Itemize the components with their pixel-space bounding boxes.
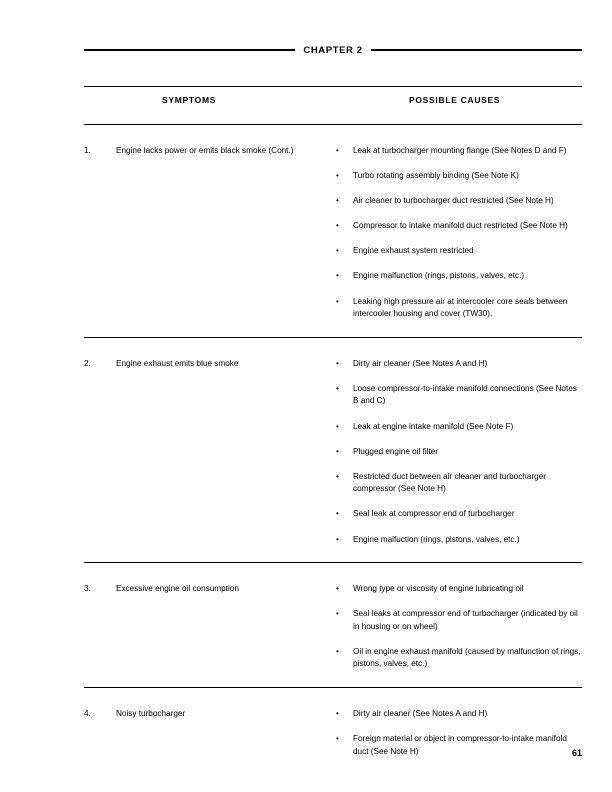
cause-item (336, 270, 582, 283)
table-row (84, 124, 582, 337)
symptom-cell (84, 358, 330, 371)
causes-cell (330, 145, 582, 321)
cause-text: Air cleaner to turbocharger duct restricted (See Note H) (353, 196, 554, 206)
cause-item (336, 446, 582, 459)
bullet-icon: • (336, 146, 339, 155)
cause-text: Turbo rotating assembly binding (See Note K) (353, 171, 519, 181)
bullet-icon: • (336, 296, 339, 306)
bullet-icon: • (336, 446, 339, 456)
cause-text: Leak at engine intake manifold (See Note F) (353, 421, 514, 431)
cause-text: Engine malfuction (rings, pistons, valves, etc.) (353, 534, 520, 544)
chapter-header (84, 40, 582, 60)
causes-cell (330, 708, 582, 758)
cause-item (336, 646, 582, 671)
column-headings (84, 95, 582, 111)
cause-text: Loose compressor-to-intake manifold connections (See Notes B and C) (353, 383, 577, 406)
cause-item (336, 296, 582, 321)
symptom-cell (84, 708, 330, 721)
cause-item (336, 170, 582, 183)
cause-item (336, 733, 582, 758)
cause-text: Oil in engine exhaust manifold (caused by malfunction of rings, pistons, valves, etc.) (353, 646, 581, 669)
cause-text: Compressor to intake manifold duct restricted (See Note H) (353, 221, 568, 231)
cause-text: Engine exhaust system restricted (353, 246, 474, 256)
column-header-top-rule (84, 86, 582, 87)
cause-text: Leaking high pressure air at intercooler core seals between intercooler housing and cover (TW30). (353, 296, 568, 319)
cause-item (336, 383, 582, 408)
causes-cell (330, 358, 582, 546)
cause-item (336, 508, 582, 521)
symptom-number: 4. (84, 709, 91, 719)
symptom-cell (84, 145, 330, 158)
cause-text: Seal leak at compressor end of turbocharger (353, 509, 515, 519)
bullet-icon: • (336, 221, 339, 231)
cause-item (336, 421, 582, 434)
table-row (84, 337, 582, 562)
cause-item (336, 145, 582, 158)
bullet-icon: • (336, 246, 339, 256)
bullet-icon: • (336, 646, 339, 656)
bullet-icon: • (336, 421, 339, 431)
symptom-number: 3. (84, 584, 91, 594)
header-rule-right (371, 49, 582, 51)
symptom-text: Engine exhaust emits blue smoke (116, 358, 239, 368)
causes-cell (330, 583, 582, 671)
header-rule-left (84, 49, 295, 51)
symptom-number: 2. (84, 358, 91, 368)
cause-text: Dirty air cleaner (See Notes A and H) (353, 709, 488, 719)
troubleshooting-table (84, 124, 582, 774)
cause-item (336, 583, 582, 596)
bullet-icon: • (336, 584, 339, 594)
bullet-icon: • (336, 609, 339, 619)
bullet-icon: • (336, 709, 339, 719)
cause-text: Engine malfunction (rings, pistons, valves, etc.) (353, 271, 525, 281)
symptom-cell (84, 583, 330, 596)
bullet-icon: • (336, 271, 339, 281)
bullet-icon: • (336, 534, 339, 544)
cause-item (336, 608, 582, 633)
cause-text: Leak at turbocharger mounting flange (See Notes D and F) (353, 146, 567, 155)
bullet-icon: • (336, 734, 339, 744)
bullet-icon: • (336, 471, 339, 481)
cause-item (336, 534, 582, 547)
cause-text: Foreign material or object in compressor-to-intake manifold duct (See Note H) (353, 734, 567, 756)
page-number: 61 (571, 748, 582, 758)
bullet-icon: • (336, 171, 339, 181)
chapter-title: CHAPTER 2 (303, 44, 363, 56)
cause-text: Plugged engine oil filter (353, 446, 439, 456)
cause-item (336, 471, 582, 496)
column-header-possible-causes: POSSIBLE CAUSES (409, 95, 501, 105)
symptom-text: Engine lacks power or emits black smoke (Cont.) (116, 146, 294, 155)
table-row (84, 562, 582, 687)
cause-item (336, 245, 582, 258)
cause-item (336, 358, 582, 371)
cause-item (336, 708, 582, 721)
cause-item (336, 195, 582, 208)
column-header-symptoms: SYMPTOMS (162, 95, 217, 105)
symptom-text: Noisy turbocharger (116, 709, 186, 719)
cause-item (336, 220, 582, 233)
cause-text: Wrong type or viscosity of engine lubricating oil (353, 584, 524, 594)
symptom-text: Excessive engine oil consumption (116, 584, 239, 594)
bullet-icon: • (336, 196, 339, 206)
symptom-number: 1. (84, 146, 91, 155)
bullet-icon: • (336, 383, 339, 393)
bullet-icon: • (336, 509, 339, 519)
cause-text: Restricted duct between air cleaner and turbocharger compressor (See Note H) (353, 471, 546, 494)
cause-text: Dirty air cleaner (See Notes A and H) (353, 358, 488, 368)
table-row (84, 687, 582, 774)
cause-text: Seal leaks at compressor end of turbocharger (indicated by oil in housing or on wheel) (353, 609, 578, 631)
bullet-icon: • (336, 358, 339, 368)
